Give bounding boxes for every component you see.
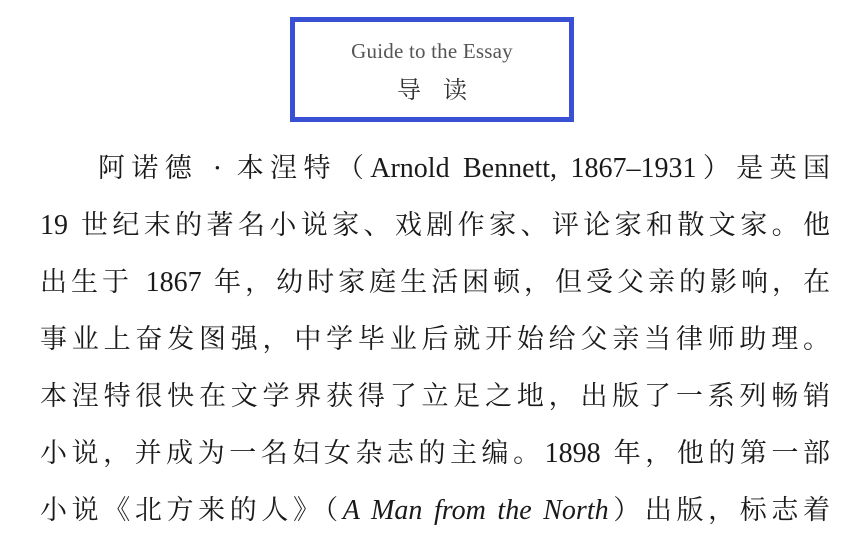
body-line-7-text-c: ）出版，标志着 bbox=[608, 495, 831, 526]
body-line-3-text-c: 年，幼时家庭生活困顿，但受父亲的影响，在 bbox=[201, 267, 830, 298]
essay-body-paragraph bbox=[40, 140, 830, 539]
body-line-2 bbox=[40, 197, 830, 254]
header-title-english: Guide to the Essay bbox=[351, 39, 513, 63]
body-line-7 bbox=[40, 482, 830, 539]
body-line-6 bbox=[40, 425, 830, 482]
body-line-3 bbox=[40, 254, 830, 311]
essay-guide-header-box bbox=[290, 17, 574, 122]
body-line-3-text-a: 出生于 bbox=[40, 267, 146, 298]
body-line-1-text-a: 阿诺德 · 本涅特（ bbox=[98, 153, 371, 184]
novel-title-english: A Man from the North bbox=[342, 495, 609, 526]
body-line-6-text-a: 小说，并成为一名妇女杂志的主编。 bbox=[40, 438, 545, 469]
body-line-4: 事业上奋发图强，中学毕业后就开始给父亲当律师助理。 bbox=[40, 324, 830, 355]
author-name-dates: Arnold Bennett, 1867–1931 bbox=[370, 153, 697, 184]
body-line-5: 本涅特很快在文学界获得了立足之地，出版了一系列畅销 bbox=[40, 381, 830, 412]
birth-year: 1867 bbox=[145, 267, 202, 298]
header-title-chinese: 导读 bbox=[397, 76, 489, 104]
body-line-1 bbox=[40, 140, 830, 197]
body-line-7-text-a: 小说《北方来的人》（ bbox=[40, 495, 343, 526]
body-line-2-text: 世纪末的著名小说家、戏剧作家、评论家和散文家。他 bbox=[68, 210, 830, 241]
publication-year: 1898 bbox=[544, 438, 601, 469]
body-line-6-text-c: 年，他的第一部 bbox=[600, 438, 830, 469]
body-line-1-text-c: ）是英国 bbox=[696, 153, 831, 184]
century-number: 19 bbox=[40, 210, 68, 241]
